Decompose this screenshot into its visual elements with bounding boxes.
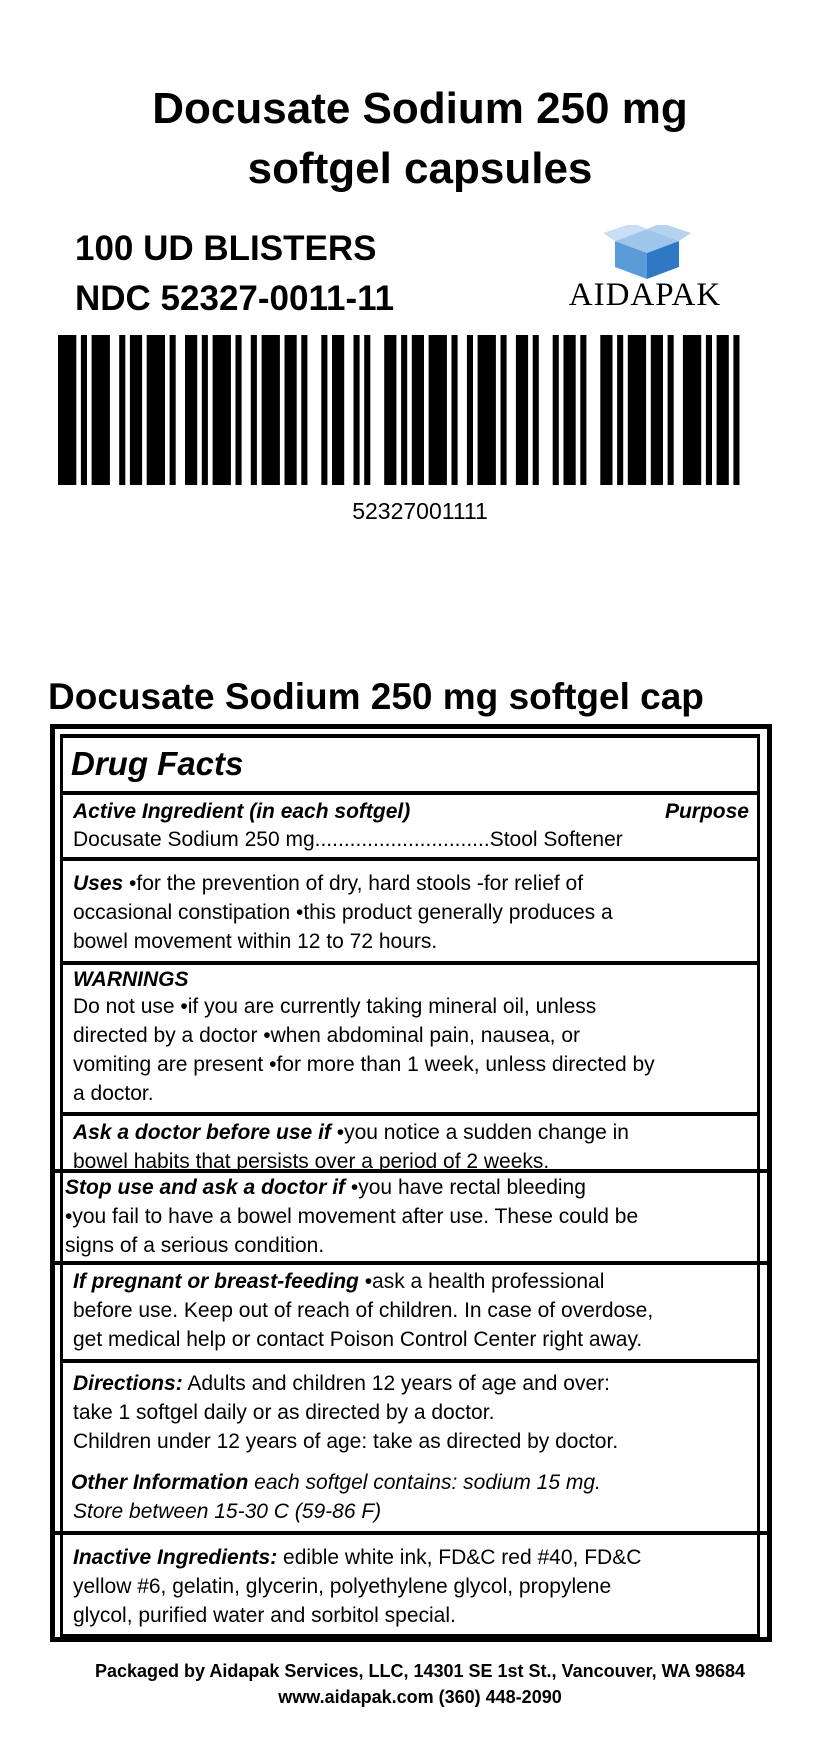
barcode-bar — [429, 335, 447, 485]
section-divider — [55, 1261, 767, 1265]
other-info-line-1: Other Information each softgel contains: sodium 15 mg. — [71, 1471, 601, 1494]
stop-use-line-3: signs of a serious condition. — [65, 1234, 325, 1257]
barcode-bar — [354, 335, 360, 485]
inactive-line-3: glycol, purified water and sorbitol special. — [73, 1604, 456, 1627]
uses-line-3: bowel movement within 12 to 72 hours. — [73, 930, 438, 953]
ask-doctor-line-1: Ask a doctor before use if •you notice a sudden change in — [73, 1121, 629, 1144]
barcode-bar — [452, 335, 458, 485]
barcode-bar — [301, 335, 307, 485]
active-ingredient-label: Active Ingredient (in each softgel) — [73, 800, 411, 823]
section-divider — [60, 1359, 760, 1363]
barcode-bar — [58, 335, 76, 485]
section-divider — [60, 1112, 760, 1116]
barcode-bar — [185, 335, 197, 485]
directions-line-1: Directions: Adults and children 12 years of age and over: — [73, 1372, 610, 1395]
barcode-number: 52327001111 — [352, 498, 488, 524]
box-logo-icon — [555, 225, 735, 281]
barcode-bar — [251, 335, 257, 485]
product-title-line-2: softgel capsules — [247, 144, 593, 193]
drug-facts-heading: Drug Facts — [71, 745, 244, 782]
barcode-bar — [170, 335, 176, 485]
uses-line-2: occasional constipation •this product generally produces a — [73, 901, 613, 924]
barcode-bar — [600, 335, 612, 485]
barcode-bar — [683, 335, 701, 485]
barcode-bar — [262, 335, 280, 485]
aidapak-logo-text: AIDAPAK — [568, 277, 722, 313]
stop-use-line-1: Stop use and ask a doctor if •you have rectal bleeding — [65, 1176, 586, 1199]
inner-right-rule — [757, 734, 760, 1637]
barcode-bar — [401, 335, 407, 485]
barcode-bar — [81, 335, 87, 485]
barcode-bar — [467, 335, 473, 485]
directions-line-2: take 1 softgel daily or as directed by a doctor. — [73, 1401, 495, 1424]
barcode-bar — [501, 335, 507, 485]
barcode-bar — [564, 335, 576, 485]
barcode-bar — [147, 335, 165, 485]
warnings-line-2: directed by a doctor •when abdominal pain, nausea, or — [73, 1024, 581, 1047]
barcode-bar — [580, 335, 586, 485]
ndc-number: NDC 52327-0011-11 — [75, 279, 395, 318]
section-divider — [60, 857, 760, 861]
barcode-bar — [706, 335, 712, 485]
barcode-bar — [202, 335, 208, 485]
inactive-line-2: yellow #6, gelatin, glycerin, polyethylene glycol, propylene — [73, 1575, 612, 1598]
footer-contact: www.aidapak.com (360) 448-2090 — [278, 1687, 562, 1707]
barcode-bar — [119, 335, 125, 485]
barcode-bar — [412, 335, 424, 485]
barcode-bar — [651, 335, 663, 485]
warnings-line-3: vomiting are present •for more than 1 week, unless directed by — [73, 1053, 655, 1076]
product-title-line-1: Docusate Sodium 250 mg — [152, 84, 688, 133]
inner-bottom-rule — [60, 1634, 760, 1638]
barcode-bar — [478, 335, 496, 485]
panel-title: Docusate Sodium 250 mg softgel cap — [48, 676, 704, 717]
barcode-bar — [668, 335, 674, 485]
barcode-bar — [285, 335, 297, 485]
other-info-line-2: Store between 15-30 C (59-86 F) — [73, 1500, 382, 1523]
warnings-line-1: Do not use •if you are currently taking mineral oil, unless — [73, 995, 597, 1018]
barcode-bar — [321, 335, 327, 485]
uses-line-1: Uses •for the prevention of dry, hard stools -for relief of — [73, 872, 584, 895]
ask-doctor-line-2: bowel habits that persists over a period of 2 weeks. — [73, 1150, 550, 1173]
barcode-bar — [130, 335, 142, 485]
active-ingredient-value: Docusate Sodium 250 mg..............................Stool Softener — [73, 828, 623, 851]
directions-line-3: Children under 12 years of age: take as directed by doctor. — [73, 1430, 619, 1453]
section-divider — [55, 1531, 767, 1535]
barcode-bar — [92, 335, 110, 485]
barcode-bar — [236, 335, 242, 485]
drug-facts-box — [50, 724, 772, 1642]
package-count: 100 UD BLISTERS — [75, 229, 377, 268]
inner-left-rule — [60, 734, 63, 1637]
barcode-bar — [733, 335, 739, 485]
inner-top-rule — [60, 734, 760, 738]
barcode-bar — [717, 335, 729, 485]
barcode-bar — [628, 335, 646, 485]
warnings-label: WARNINGS — [73, 968, 189, 991]
pregnant-line-1: If pregnant or breast-feeding •ask a health professional — [73, 1270, 605, 1293]
purpose-label: Purpose — [664, 800, 749, 823]
barcode-bar — [617, 335, 623, 485]
inactive-line-1: Inactive Ingredients: edible white ink, FD&C red #40, FD&C — [73, 1546, 642, 1569]
barcode-bar — [364, 335, 370, 485]
pregnant-line-2: before use. Keep out of reach of children. In case of overdose, — [73, 1299, 654, 1322]
barcode-bar — [516, 335, 528, 485]
section-divider — [60, 791, 760, 795]
warnings-line-4: a doctor. — [73, 1082, 154, 1105]
upc-barcode — [58, 335, 773, 485]
barcode-bar — [384, 335, 396, 485]
footer-address: Packaged by Aidapak Services, LLC, 14301 SE 1st St., Vancouver, WA 98684 — [95, 1661, 745, 1681]
barcode-bar — [553, 335, 559, 485]
barcode-bar — [332, 335, 344, 485]
stop-use-line-2: •you fail to have a bowel movement after use. These could be — [65, 1205, 639, 1228]
barcode-bar — [213, 335, 231, 485]
pregnant-line-3: get medical help or contact Poison Control Center right away. — [73, 1328, 643, 1351]
barcode-bar — [533, 335, 539, 485]
aidapak-logo — [555, 225, 735, 320]
